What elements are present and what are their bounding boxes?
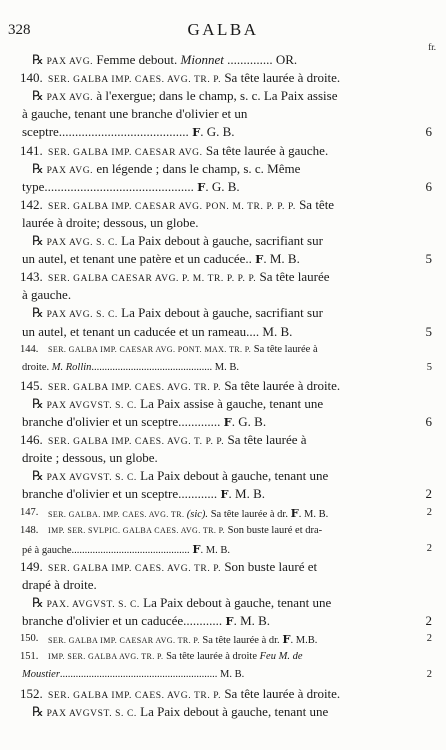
entry-number: 146. <box>20 432 43 448</box>
text-run: Sa tête laurée à droite. <box>221 70 341 86</box>
text-run: SER. GALBA IMP. CAESAR AVG. <box>48 147 203 158</box>
price-value: 2 <box>425 486 432 502</box>
text-run: Feu M. de <box>259 651 303 663</box>
text-run: Mionnet <box>180 52 224 67</box>
text-run: SER. GALBA IMP. CAESAR AVG. TR. P. <box>48 636 200 646</box>
line-text <box>48 647 303 667</box>
text-run: IMP. SER. SVLPIC. GALBA CAES. AVG. TR. P. <box>48 525 226 535</box>
text-run: Son buste lauré et <box>221 558 318 574</box>
line-text <box>32 159 300 179</box>
catalog-line <box>0 539 446 559</box>
text-run: La Paix debout à gauche, tenant une <box>139 595 332 610</box>
rarity-letter: F <box>192 125 201 140</box>
catalog-line <box>0 611 446 631</box>
text-run: La Paix debout à gauche, sacrifiant sur <box>117 305 323 321</box>
line-text <box>48 195 334 215</box>
line-text <box>22 575 97 595</box>
text-run: SER. GALBA IMP. CAES. AVG. TR. P. <box>48 690 222 701</box>
line-text <box>32 466 328 486</box>
text-run: Sa tête laurée <box>256 269 330 285</box>
text-run: Sa tête laurée à <box>224 432 307 448</box>
line-text <box>48 267 330 287</box>
text-run: branche d'olivier et un sceptre............ <box>22 486 221 502</box>
catalog-line <box>0 376 446 396</box>
catalog-line <box>0 141 446 161</box>
rarity-letter: F <box>290 505 299 520</box>
catalog-line <box>0 412 446 432</box>
catalog-line <box>0 503 446 523</box>
text-run: Sa tête laurée à droite <box>163 651 260 663</box>
page-header <box>0 8 446 52</box>
text-run: SER. GALBA IMP. CAES. AVG. TR. P. <box>48 563 222 574</box>
line-text <box>48 503 328 523</box>
rarity-letter: F <box>255 252 264 267</box>
rarity-letter: F <box>225 614 234 629</box>
entry-number: 149. <box>20 558 43 574</box>
reverse-sign: ℞ <box>32 88 44 104</box>
line-text <box>32 702 328 722</box>
reverse-sign: ℞ <box>32 703 44 719</box>
text-run: . G. B. <box>231 414 267 429</box>
text-run: SER. GALBA IMP. CAES. AVG. T. P. P. <box>48 437 225 448</box>
entry-number: 143. <box>20 269 43 285</box>
text-run: branche d'olivier et un sceptre............. <box>22 414 224 429</box>
entry-number: 142. <box>20 196 43 212</box>
text-run: droite ; dessous, un globe. <box>22 450 158 466</box>
text-run: Sa tête laurée à gauche. <box>202 142 329 158</box>
text-run: sceptre........................................ <box>22 124 193 140</box>
line-text <box>32 86 338 106</box>
line-text <box>22 177 240 197</box>
page-number: 328 <box>8 22 31 38</box>
text-run: . M. B. <box>298 508 329 520</box>
text-run: (sic). <box>186 508 209 520</box>
text-run: La Paix debout à gauche, tenant une <box>136 468 329 484</box>
text-run: ............................................................ M. B. <box>59 669 245 681</box>
catalog-line <box>0 430 446 450</box>
text-run: .............................................. M. B. <box>91 361 240 373</box>
text-run: PAX AVG. <box>43 165 94 176</box>
price-value: 2 <box>425 613 432 629</box>
line-text <box>22 611 270 631</box>
text-run: un autel, et tenant un caducée et un rameau.... M. B. <box>22 323 293 339</box>
line-text <box>48 684 340 704</box>
text-run: branche d'olivier et un caducée............ <box>22 613 226 629</box>
entry-number: 150. <box>20 633 39 645</box>
line-text <box>22 249 300 269</box>
line-text <box>48 376 340 396</box>
reverse-sign: ℞ <box>32 468 44 484</box>
catalog-line <box>0 177 446 197</box>
price-value: 2 <box>426 633 432 645</box>
catalog-line <box>0 104 446 124</box>
price-value: 6 <box>425 414 432 429</box>
rarity-letter: F <box>220 487 229 502</box>
entry-number: 141. <box>20 142 43 158</box>
column-label: fr. <box>428 42 436 52</box>
line-text <box>22 122 235 142</box>
entry-number: 152. <box>20 685 43 701</box>
line-text <box>32 593 331 613</box>
line-text <box>22 412 266 432</box>
catalog-line <box>0 303 446 323</box>
catalog-line <box>0 521 446 541</box>
catalog-line <box>0 557 446 577</box>
price-value: 5 <box>426 361 432 373</box>
line-text <box>32 50 297 70</box>
text-run: SER. GALBA IMP. CAES. AVG. TR. P. <box>48 75 222 86</box>
line-text <box>48 521 322 541</box>
text-run: .............. OR. <box>223 52 298 67</box>
catalog-line <box>0 68 446 88</box>
reverse-sign: ℞ <box>32 305 44 321</box>
price-value: 5 <box>425 323 432 339</box>
text-run: SER. GALBA. IMP. CAES. AVG. TR. <box>48 509 187 519</box>
line-text <box>48 340 318 360</box>
entry-number: 144. <box>20 343 39 355</box>
text-run: Moustier <box>22 669 60 681</box>
price-value: 2 <box>426 542 432 554</box>
price-value: 2 <box>426 669 432 681</box>
text-run: . G. B. <box>200 124 235 140</box>
text-run: La Paix debout à gauche, sacrifiant sur <box>117 233 323 248</box>
text-run: . M. B. <box>263 251 300 267</box>
reverse-sign: ℞ <box>32 233 44 248</box>
catalog-line <box>0 629 446 649</box>
rarity-letter: F <box>197 179 206 194</box>
text-run: un autel, et tenant une patère et un caducée.. <box>22 251 256 267</box>
line-text <box>22 358 239 378</box>
text-run: drapé à droite. <box>22 576 97 592</box>
text-run: PAX AVGVST. S. C. <box>43 473 137 484</box>
catalog-line <box>0 466 446 486</box>
reverse-sign: ℞ <box>32 595 44 610</box>
text-run: . M. B. <box>200 544 230 556</box>
text-run: Femme debout. <box>93 52 181 67</box>
catalog-line <box>0 358 446 378</box>
catalog-line <box>0 684 446 704</box>
text-run: PAX AVG. <box>43 93 94 104</box>
line-text <box>48 629 317 649</box>
text-run: PAX AVGVST. S. C. <box>43 708 137 719</box>
reverse-sign: ℞ <box>32 395 44 411</box>
catalog-line <box>0 50 446 70</box>
catalog-line <box>0 285 446 305</box>
text-run: . M.B. <box>290 635 318 647</box>
catalog-line <box>0 322 446 342</box>
text-run: à gauche. <box>22 287 72 303</box>
text-run: . M. B. <box>233 613 271 629</box>
catalog-line <box>0 340 446 360</box>
text-run: SER. GALBA IMP. CAESAR AVG. PONT. MAX. TR. P. <box>48 344 252 354</box>
text-run: Sa tête laurée à droite. <box>221 685 341 701</box>
text-run: Sa tête laurée à dr. <box>208 508 291 520</box>
text-run: La Paix assise à gauche, tenant une <box>136 395 324 411</box>
catalog-line <box>0 448 446 468</box>
catalog-line <box>0 575 446 595</box>
text-run: SER. GALBA CAESAR AVG. P. M. TR. P. P. P. <box>48 274 257 285</box>
text-run: PAX AVGVST. S. C. <box>43 400 137 411</box>
catalog-line <box>0 159 446 179</box>
catalog-line <box>0 394 446 414</box>
rarity-letter: F <box>192 541 201 556</box>
text-run: IMP. SER. GALBA AVG. TR. P. <box>48 652 164 662</box>
text-run: droite. <box>22 361 52 373</box>
text-run: pé à gauche............................................. <box>22 544 193 556</box>
catalog-line <box>0 86 446 106</box>
text-run: Sa tête laurée à dr. <box>199 635 283 647</box>
entry-number: 147. <box>20 506 39 518</box>
catalog-line <box>0 593 446 613</box>
catalog-line <box>0 122 446 142</box>
line-text <box>48 141 328 161</box>
text-run: PAX. AVGVST. S. C. <box>43 600 140 610</box>
catalog-line <box>0 267 446 287</box>
line-text <box>32 394 323 414</box>
text-run: en légende ; dans le champ, s. c. Même <box>93 160 301 176</box>
price-value: 6 <box>425 124 432 140</box>
line-text <box>22 213 199 233</box>
catalog-line <box>0 213 446 233</box>
line-text <box>48 68 340 88</box>
line-text <box>48 557 317 577</box>
catalog-line <box>0 665 446 685</box>
line-text <box>22 665 244 685</box>
text-run: Sa tête laurée à <box>251 343 318 355</box>
entry-number: 145. <box>20 377 43 393</box>
line-text <box>22 448 158 468</box>
catalog-line <box>0 195 446 215</box>
text-run: La Paix debout à gauche, tenant une <box>136 703 329 719</box>
text-run: à l'exergue; dans le champ, s. c. La Paix assise <box>93 88 338 104</box>
text-run: type.............................................. <box>22 178 198 194</box>
text-run: SER. GALBA IMP. CAESAR AVG. PON. M. TR. P. P. P. <box>48 201 296 212</box>
entry-number: 140. <box>20 70 43 86</box>
text-run: Sa tête laurée à droite. <box>221 377 341 393</box>
line-text <box>22 285 71 305</box>
price-value: 5 <box>425 251 432 267</box>
text-run: à gauche, tenant une branche d'olivier et un <box>22 106 248 122</box>
line-text <box>32 231 323 251</box>
text-run: . M. B. <box>228 486 266 502</box>
text-run: Sa tête <box>295 196 335 212</box>
catalog-line <box>0 647 446 667</box>
text-run: PAX AVG. <box>43 57 94 67</box>
text-run: laurée à droite; dessous, un globe. <box>22 214 199 230</box>
line-text <box>22 322 292 342</box>
running-head: GALBA <box>187 20 259 39</box>
catalog-line <box>0 702 446 722</box>
text-run: Son buste lauré et dra- <box>225 524 323 536</box>
line-text <box>22 484 265 504</box>
reverse-sign: ℞ <box>32 160 44 176</box>
line-text <box>48 430 307 450</box>
catalog-line <box>0 484 446 504</box>
text-run: PAX AVG. S. C. <box>43 238 118 248</box>
entry-number: 151. <box>20 651 39 663</box>
text-run: SER. GALBA IMP. CAES. AVG. TR. P. <box>48 382 222 393</box>
line-text <box>22 104 247 124</box>
price-value: 6 <box>425 178 432 194</box>
line-text <box>32 303 323 323</box>
entry-number: 148. <box>20 524 39 536</box>
catalog-line <box>0 231 446 251</box>
rarity-letter: F <box>282 632 291 647</box>
catalog-line <box>0 249 446 269</box>
price-value: 2 <box>426 506 432 518</box>
text-run: . G. B. <box>205 178 240 194</box>
rarity-letter: F <box>223 415 232 429</box>
line-text <box>22 539 230 559</box>
text-run: PAX AVG. S. C. <box>43 310 118 321</box>
reverse-sign: ℞ <box>32 52 44 67</box>
text-run: M. Rollin <box>51 361 92 373</box>
